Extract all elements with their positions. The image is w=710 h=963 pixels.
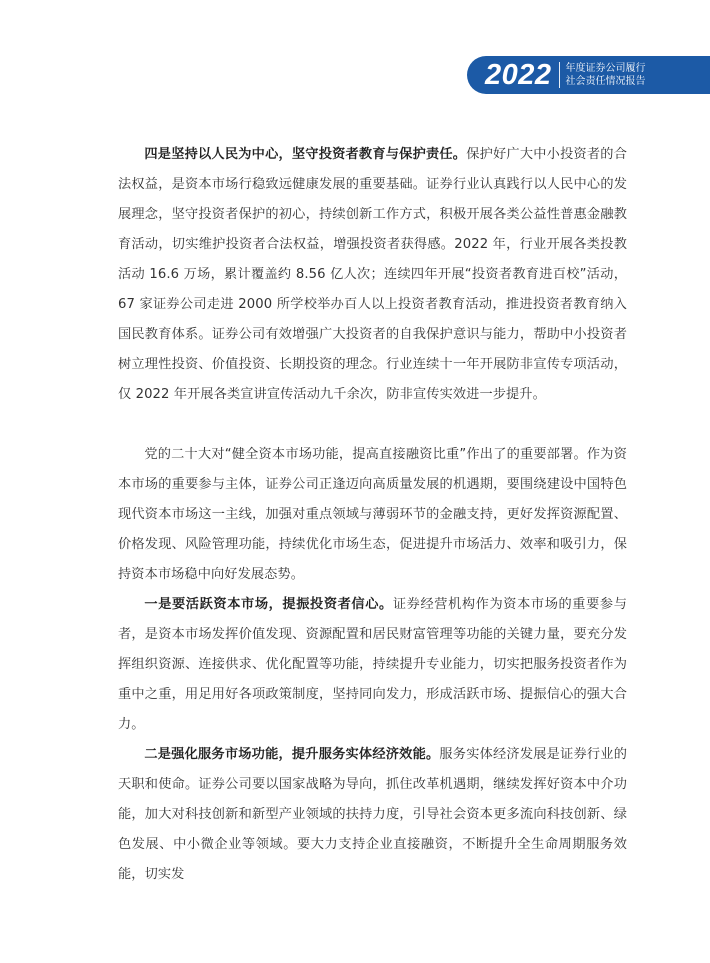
paragraph-lead: 二是强化服务市场功能，提升服务实体经济效能。	[144, 747, 440, 762]
document-body	[118, 140, 627, 890]
paragraph-serve-real-economy	[118, 740, 627, 890]
report-header-badge	[467, 56, 710, 94]
paragraph-twentieth-congress	[118, 440, 627, 590]
paragraph-lead: 一是要活跃资本市场，提振投资者信心。	[144, 597, 393, 612]
header-divider	[559, 62, 560, 88]
paragraph-investor-protection	[118, 140, 627, 410]
paragraph-text: 服务实体经济发展是证券行业的天职和使命。证券公司要以国家战略为导向，抓住改革机遇期，继续发挥好资本中介功能，加大对科技创新和新型产业领域的扶持力度，引导社会资本更多流向科技创新、绿色发展、中小微企业等领域。要大力支持企业直接融资，不断提升全生命周期服务效能，切实发	[118, 747, 627, 882]
paragraph-text: 证券经营机构作为资本市场的重要参与者，是资本市场发挥价值发现、资源配置和居民财富管理等功能的关键力量，要充分发挥组织资源、连接供求、优化配置等功能，持续提升专业能力，切实把服务投资者作为重中之重，用足用好各项政策制度，坚持同向发力，形成活跃市场、提振信心的强大合力。	[118, 597, 627, 732]
report-year: 2022	[485, 58, 552, 91]
report-subtitle-line2: 社会责任情况报告	[565, 76, 646, 87]
paragraph-text: 保护好广大中小投资者的合法权益，是资本市场行稳致远健康发展的重要基础。证券行业认真践行以人民中心的发展理念，坚守投资者保护的初心，持续创新工作方式，积极开展各类公益性普惠金融教育活动，切实维护投资者合法权益，增强投资者获得感。2022 年，行业开展各类投教活动 16.6 万场，累计覆盖约 8.56 亿人次；连续四年开展“投资者教育进百校”活动，67 家证券公司走进 2000 所学校举办百人以上投资者教育活动，推进投资者教育纳入国民教育体系。证券公司有效增强广大投资者的自我保护意识与能力，帮助中小投资者树立理性投资、价值投资、长期投资的理念。行业连续十一年开展防非宣传专项活动，仅 2022 年开展各类宣讲宣传活动九千余次，防非宣传实效进一步提升。	[118, 147, 627, 402]
paragraph-activate-market	[118, 590, 627, 740]
paragraph-lead: 四是坚持以人民为中心，坚守投资者教育与保护责任。	[144, 147, 467, 162]
report-subtitle	[566, 62, 646, 88]
report-subtitle-line1: 年度证券公司履行	[565, 63, 646, 74]
paragraph-text: 党的二十大对“健全资本市场功能，提高直接融资比重”作出了的重要部署。作为资本市场的重要参与主体，证券公司正逢迈向高质量发展的机遇期，要围绕建设中国特色现代资本市场这一主线，加强对重点领域与薄弱环节的金融支持，更好发挥资源配置、价格发现、风险管理功能，持续优化市场生态，促进提升市场活力、效率和吸引力，保持资本市场稳中向好发展态势。	[118, 447, 627, 582]
